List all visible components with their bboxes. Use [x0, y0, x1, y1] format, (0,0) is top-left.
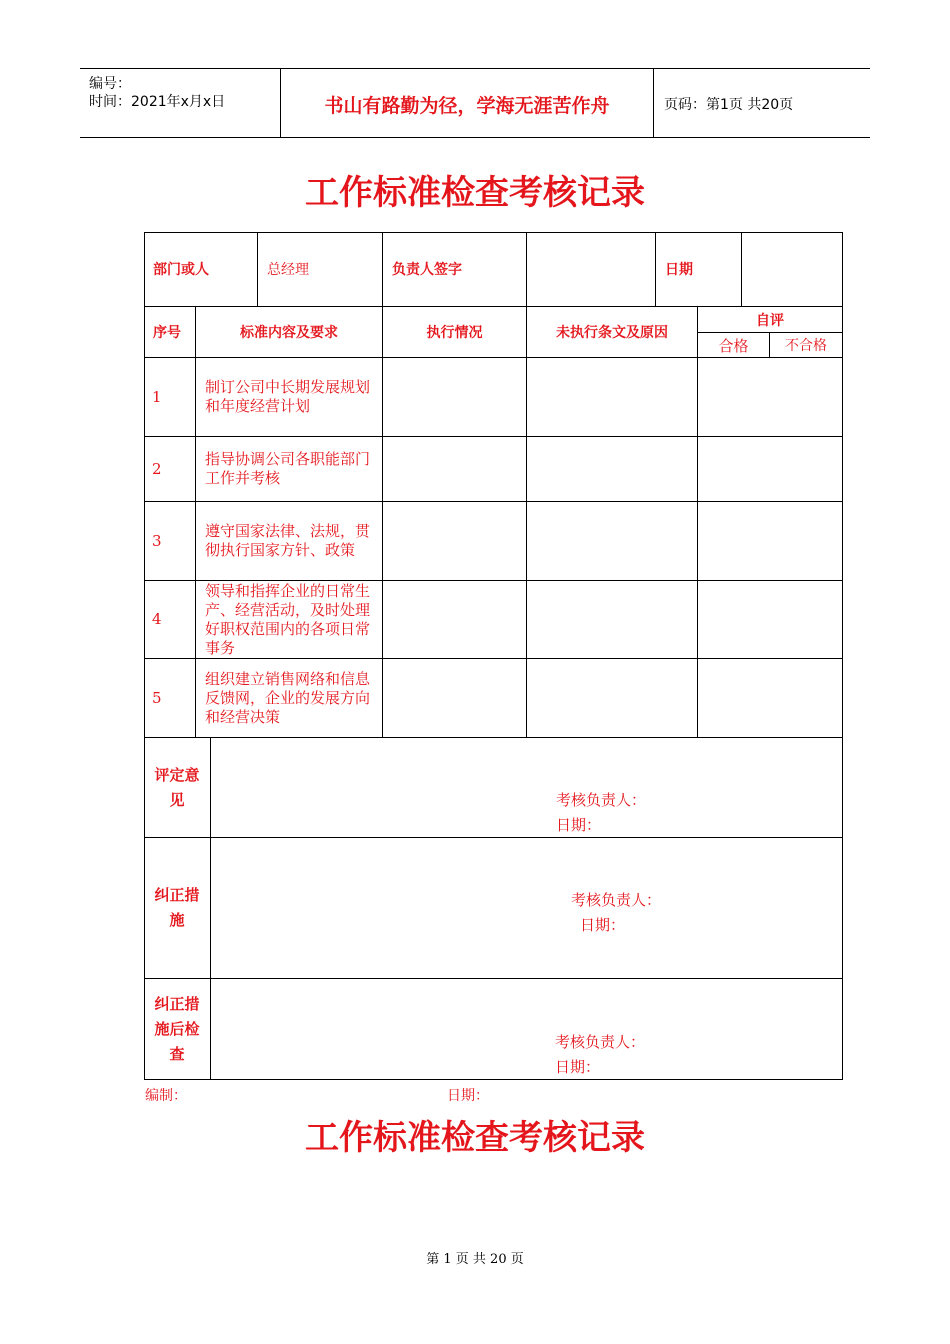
correction-date-label: 日期：	[580, 916, 626, 934]
correction-signature-block	[571, 888, 661, 938]
correction-reviewer-label: 考核负责人：	[571, 891, 662, 909]
row-number: 3	[152, 531, 162, 550]
review-signature-block	[556, 788, 646, 838]
header-page-info: 页码：第1页 共20页	[664, 97, 794, 113]
page-number: 第 1 页 共 20 页	[426, 1252, 524, 1267]
column-header-standard: 标准内容及要求	[240, 325, 338, 341]
page-title: 工作标准检查考核记录	[305, 173, 645, 213]
document-time-label: 时间：2021年x月x日	[89, 94, 226, 110]
date-label: 日期	[665, 262, 693, 278]
column-header-no: 序号	[153, 325, 181, 341]
row-standard-content: 遵守国家法律、法规，贯彻执行国家方针、政策	[205, 522, 371, 559]
row-standard-content: 制订公司中长期发展规划和年度经营计划	[205, 378, 371, 415]
row-number: 4	[152, 610, 162, 628]
inspection-record-table	[144, 232, 843, 1080]
column-header-fail: 不合格	[785, 338, 827, 354]
row-standard-content: 领导和指挥企业的日常生产、经营活动，及时处理好职权范围内的各项日常事务	[205, 581, 371, 657]
dept-value: 总经理	[267, 262, 309, 278]
column-header-execution: 执行情况	[426, 325, 483, 341]
review-opinion-label: 评定意见	[154, 765, 200, 809]
header-motto-cell	[281, 69, 654, 137]
row-number: 1	[152, 387, 162, 406]
signature-field[interactable]	[527, 232, 655, 306]
post-correction-check-label: 纠正措施后检查	[154, 995, 200, 1063]
editor-label: 编制：	[145, 1088, 187, 1104]
row-standard-content: 指导协调公司各职能部门工作并考核	[205, 450, 371, 487]
header-meta-cell	[80, 69, 281, 137]
header-page-cell	[654, 69, 870, 137]
row-number: 2	[152, 459, 162, 478]
row-number: 5	[152, 688, 162, 707]
column-header-unexecuted: 未执行条文及原因	[556, 325, 668, 341]
footer-date-label: 日期：	[447, 1088, 489, 1104]
review-reviewer-label: 考核负责人：	[556, 791, 647, 809]
date-field[interactable]	[742, 232, 842, 306]
document-header	[80, 68, 870, 138]
post-check-signature-block	[555, 1030, 645, 1080]
review-date-label: 日期：	[556, 816, 602, 834]
column-header-self-eval: 自评	[756, 312, 784, 329]
repeated-page-title: 工作标准检查考核记录	[305, 1118, 645, 1158]
document-number-label: 编号：	[89, 76, 131, 92]
row-standard-content: 组织建立销售网络和信息反馈网，企业的发展方向和经营决策	[205, 669, 371, 726]
signature-label: 负责人签字	[392, 262, 462, 278]
post-check-date-label: 日期：	[555, 1058, 601, 1076]
column-header-pass: 合格	[718, 336, 749, 355]
dept-label: 部门或人	[153, 262, 209, 278]
post-check-reviewer-label: 考核负责人：	[555, 1033, 646, 1051]
correction-label: 纠正措施	[154, 886, 200, 929]
header-motto: 书山有路勤为径，学海无涯苦作舟	[324, 95, 610, 117]
